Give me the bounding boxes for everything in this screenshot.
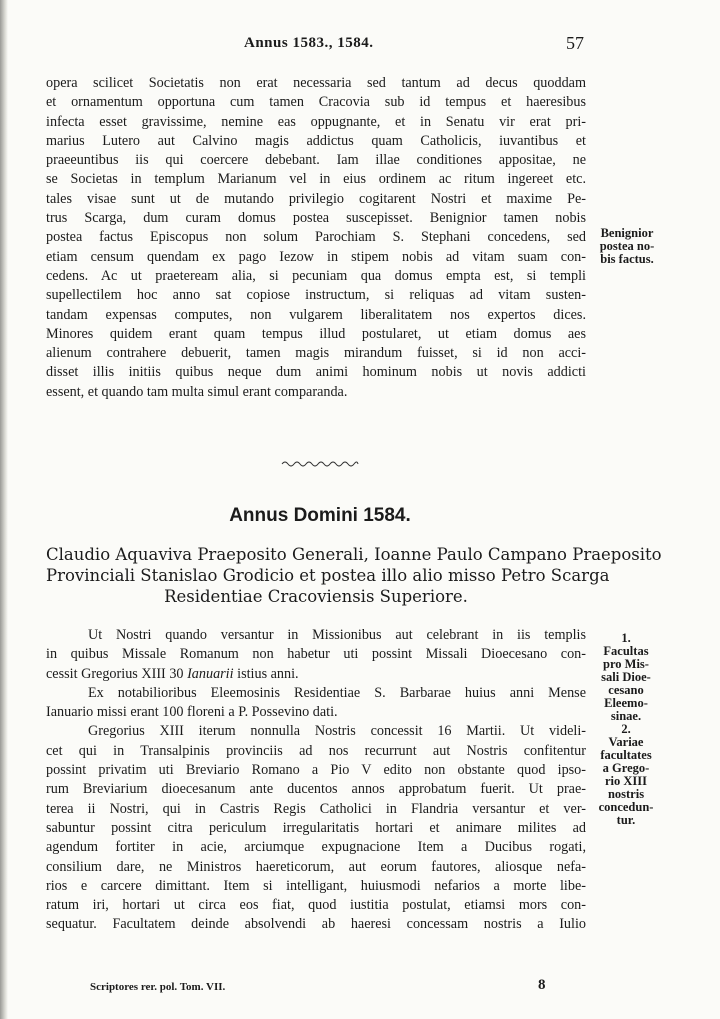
text-line: et ornamentum opportuna cum tamen Cracovia sub id tempus et haeresibus xyxy=(46,94,586,111)
margin-note-line: tur. xyxy=(616,813,636,827)
margin-note-line: cesano xyxy=(608,683,644,697)
text-line: disset illis initiis quibus neque dum animi hominum nobis ut novis addicti xyxy=(46,364,586,381)
text-line: se Societas in templum Marianum vel in eius ordinem ac ritum ingereet etc. xyxy=(46,171,586,188)
text-line: Minores quidem erant quam tempus illud postularet, ut etiam domus aes xyxy=(46,325,586,342)
text-line xyxy=(46,665,586,684)
text-line: rios e carcere dimittant. Item si intelligant, huiusmodi nefarios a morte libe- xyxy=(46,877,586,894)
margin-note-line: sali Dioe- xyxy=(601,670,651,684)
margin-note-line: facultates xyxy=(600,748,652,762)
margin-note-line: rio XIII xyxy=(604,774,648,788)
margin-note-facultates xyxy=(590,632,662,827)
margin-note-line: postea no- xyxy=(599,239,655,253)
text-line: tales visae sunt ut de mutando privilegio cogitarent Nostri et maxime Pe- xyxy=(46,190,586,207)
text-line: postea factus Episcopus non solum Parochiam S. Stephani concedens, sed xyxy=(46,229,586,246)
margin-note-line: a Grego- xyxy=(602,761,650,775)
text-line: Ut Nostri quando versantur in Missionibus aut celebrant in iis templis xyxy=(88,627,586,643)
margin-note-line: sinae. xyxy=(610,709,642,723)
text-line: consilium dare, ne Ministros haereticorum, aut eorum fautores, aliosque nefa- xyxy=(46,858,586,875)
page-number: 57 xyxy=(566,33,584,53)
margin-note-line: concedun- xyxy=(598,800,654,814)
text-line: marius Lutero aut Calvino magis addictus quam Catholicis, iuvantibus et xyxy=(46,132,586,149)
section-1584-text xyxy=(46,626,586,935)
margin-note-line: 2. xyxy=(621,722,631,736)
margin-note-line: Facultas xyxy=(603,644,649,658)
subtitle-line: Claudio Aquaviva Praeposito Generali, Ioanne Paulo Campano Praeposito xyxy=(46,545,662,564)
text-line: trus Scarga, dum curam domus postea suscepisset. Benignior tamen nobis xyxy=(46,210,586,227)
text-line: tandam expensas computes, non vulgarem liberalitatem nos expertos dices. xyxy=(46,306,586,323)
text-line: Ianuario missi erant 100 floreni a P. Possevino dati. xyxy=(46,704,338,721)
italic-month: Ianuarii xyxy=(187,665,234,682)
text-line: sabuntur possint citra periculum irregularitatis hortari et animare milites ad xyxy=(46,819,586,836)
margin-note-benignior xyxy=(592,227,662,266)
text-line: essent, et quando tam multa simul erant comparanda. xyxy=(46,383,348,400)
running-header: Annus 1583., 1584. xyxy=(244,35,374,51)
margin-note-line: Benignior xyxy=(600,226,654,240)
text-segment: cessit Gregorius XIII 30 xyxy=(46,665,188,682)
margin-note-line: Variae xyxy=(608,735,644,749)
text-segment: istius anni. xyxy=(233,665,299,682)
text-line: Ex notabilioribus Eleemosinis Residentiae S. Barbarae huius anni Mense xyxy=(88,684,586,701)
text-line: sequatur. Facultatem deinde absolvendi ab haeresi concessam nostris a Iulio xyxy=(46,916,586,933)
text-line: possint privatim uti Breviario Romano a Pio V edito non obstante quod ipso- xyxy=(46,762,586,779)
margin-note-line: 1. xyxy=(621,631,631,645)
text-line: ratum iri, hortari ut circa eos fiat, quod iustitia postulat, etiamsi mors con- xyxy=(46,897,586,914)
text-line: opera scilicet Societatis non erat necessaria sed tantum ad decus quoddam xyxy=(46,75,586,91)
text-line: cedens. Ac ut praeteream alia, si pecuniam qua domus empta est, si templi xyxy=(46,267,586,284)
superiors-subtitle xyxy=(46,544,662,607)
text-line: etiam censum quendam ex pago Iezow in stipem nobis ad vitam suam con- xyxy=(46,248,586,265)
margin-note-line: nostris xyxy=(607,787,645,801)
text-line: in quibus Missale Romanum non habetur uti possint Missali Dioecesano con- xyxy=(46,646,586,663)
subtitle-line: Provinciali Stanislao Grodicio et postea illo alio misso Petro Scarga xyxy=(46,566,610,585)
subtitle-line: Residentiae Cracoviensis Superiore. xyxy=(164,587,468,606)
text-line: praeeuntibus iis qui coercere debebant. Iam illae conditiones appositae, ne xyxy=(46,152,586,169)
section-divider-ornament xyxy=(280,458,360,468)
year-heading: Annus Domini 1584. xyxy=(229,505,411,526)
text-line: supellectilem hoc anno sat copiose instructum, si reliquas ad vitam susten- xyxy=(46,287,586,304)
margin-note-line: bis factus. xyxy=(600,252,654,266)
margin-note-line: Eleemo- xyxy=(604,696,648,710)
text-line: rum Breviarium dioecesanum ante ducentos annos approbatum fuerit. Ut prae- xyxy=(46,781,586,798)
text-line: terea ii Nostri, qui in Castris Regis Catholici in Flandria versantur et ver- xyxy=(46,800,586,817)
text-line: Gregorius XIII iterum nonnulla Nostris concessit 16 Martii. Ut videli- xyxy=(88,723,586,740)
section-1583-text xyxy=(46,74,586,402)
text-line: agendum fortiter in acie, arciumque expugnacione Item a Ducibus rogati, xyxy=(46,839,586,856)
text-line: cet qui in Transalpinis provinciis ad nos recurrunt aut Nostris confitentur xyxy=(46,742,586,759)
footer-citation: Scriptores rer. pol. Tom. VII. xyxy=(90,981,226,993)
signature-mark: 8 xyxy=(538,977,546,993)
text-line: infecta esset gravissime, nemine eas oppugnante, et in Senatu vir erat pri- xyxy=(46,113,586,130)
text-line: alienum contrahere debuerit, tamen magis mirandum fuisset, si id non acci- xyxy=(46,345,586,362)
margin-note-line: pro Mis- xyxy=(603,657,649,671)
